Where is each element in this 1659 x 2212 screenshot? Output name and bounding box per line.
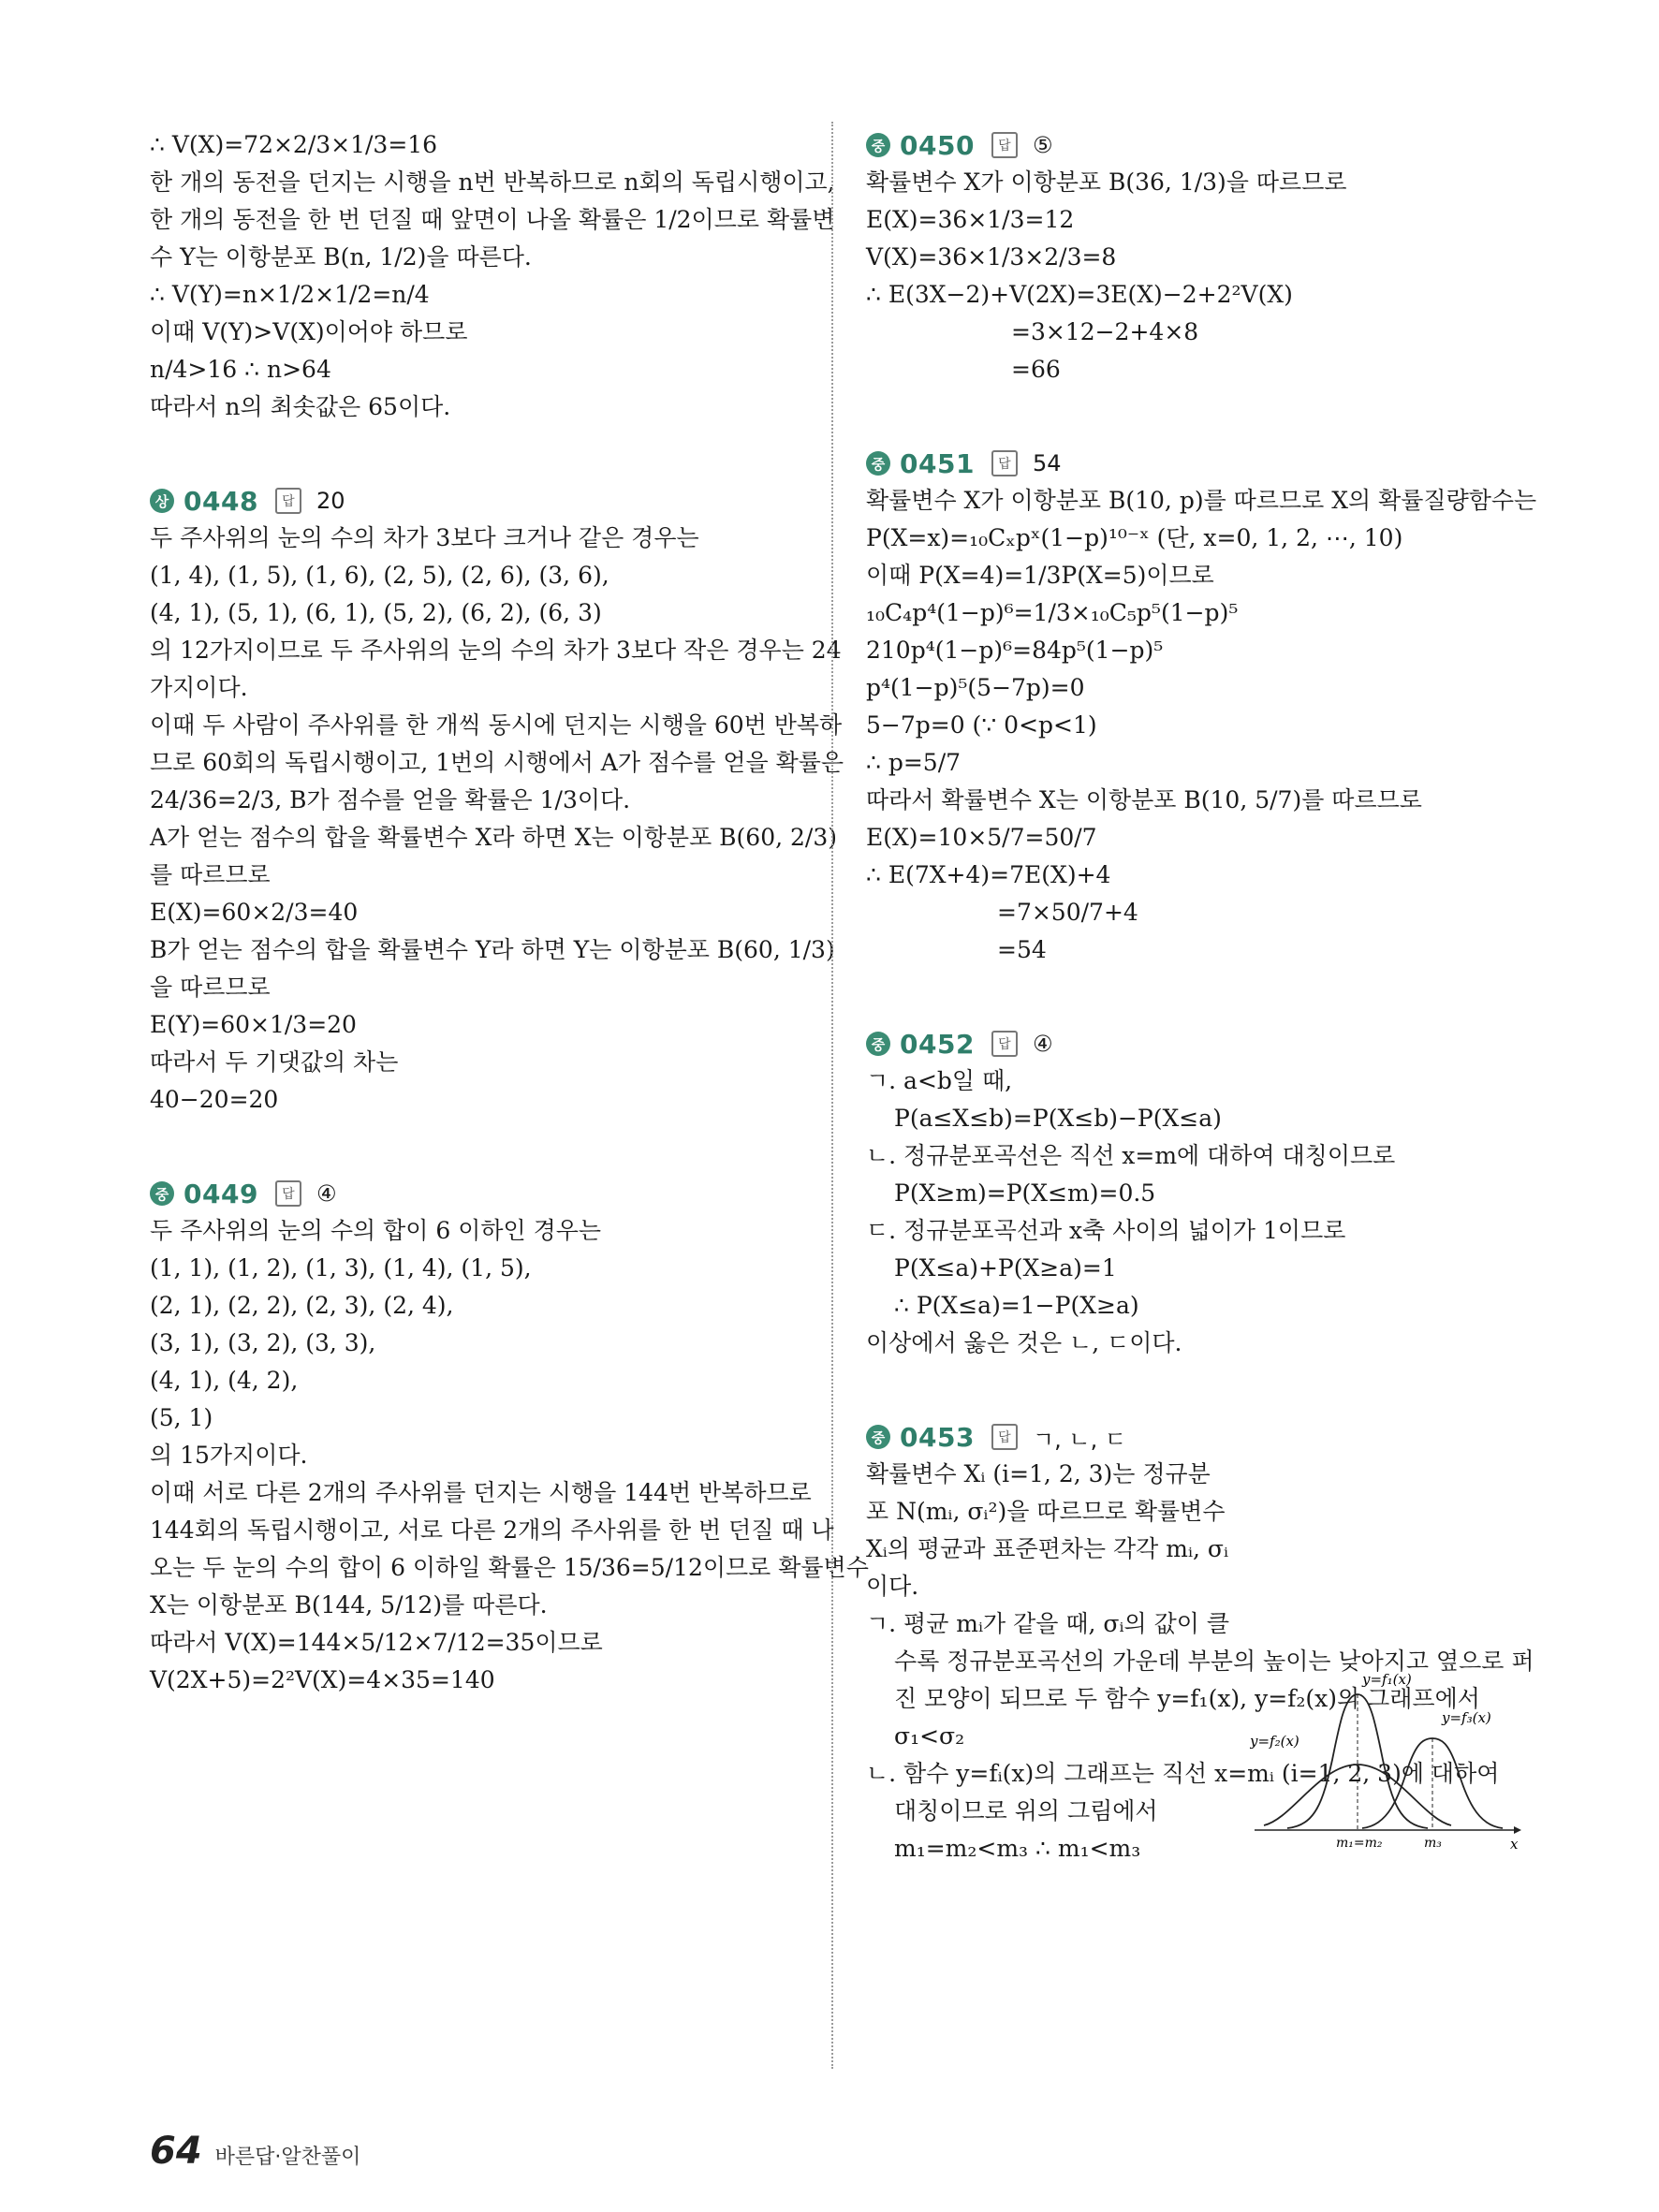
- solution-line: =3×12−2+4×8: [1011, 318, 1199, 345]
- answer-value: ④: [316, 1180, 337, 1207]
- section-gap: [866, 388, 1521, 445]
- solution-line: =7×50/7+4: [997, 899, 1138, 926]
- solution-line: 따라서 n의 최솟값은 65이다.: [150, 393, 451, 420]
- solution-line: 포 N(mᵢ, σᵢ²)을 따르므로 확률변수: [866, 1498, 1226, 1525]
- problem-number: 0449: [184, 1178, 258, 1209]
- answer-value: 54: [1032, 450, 1062, 476]
- solution-line: X는 이항분포 B(144, 5/12)를 따른다.: [150, 1591, 548, 1619]
- solution-line: ₁₀C₄p⁴(1−p)⁶=1/3×₁₀C₅p⁵(1−p)⁵: [866, 599, 1239, 626]
- solution-line: (5, 1): [150, 1404, 213, 1431]
- solution-line: ∴ P(X≤a)=1−P(X≥a): [894, 1292, 1139, 1319]
- solution-line: 므로 60회의 독립시행이고, 1번의 시행에서 A가 점수를 얻을 확률은: [150, 749, 844, 776]
- solution-line: 를 따르므로: [150, 861, 271, 888]
- solution-line: 의 12가지이므로 두 주사위의 눈의 수의 차가 3보다 작은 경우는 24: [150, 637, 842, 664]
- solution-line: 5−7p=0 (∵ 0<p<1): [866, 711, 1097, 739]
- difficulty-badge: 중: [866, 451, 890, 476]
- solution-line: 두 주사위의 눈의 수의 차가 3보다 크거나 같은 경우는: [150, 524, 699, 551]
- solution-line: 144회의 독립시행이고, 서로 다른 2개의 주사위를 한 번 던질 때 나: [150, 1516, 834, 1544]
- solution-line: P(X=x)=₁₀Cₓpˣ(1−p)¹⁰⁻ˣ (단, x=0, 1, 2, ⋯, 10): [866, 524, 1403, 551]
- solution-line: (4, 1), (4, 2),: [150, 1367, 299, 1394]
- answer-mark-icon: 답: [991, 1424, 1018, 1450]
- solution-line: ㄷ. 정규분포곡선과 x축 사이의 넓이가 1이므로: [866, 1217, 1346, 1244]
- solution-line: 두 주사위의 눈의 수의 합이 6 이하인 경우는: [150, 1217, 602, 1244]
- answer-value: 20: [316, 488, 345, 514]
- solution-line: V(2X+5)=2²V(X)=4×35=140: [150, 1666, 495, 1693]
- solution-line: ∴ E(7X+4)=7E(X)+4: [866, 861, 1111, 888]
- solution-line: 따라서 V(X)=144×5/12×7/12=35이므로: [150, 1629, 603, 1656]
- answer-value: ㄱ, ㄴ, ㄷ: [1032, 1426, 1127, 1453]
- label-f2: y=f₂(x): [1250, 1733, 1299, 1750]
- section-gap: [866, 1362, 1521, 1418]
- solution-line: E(Y)=60×1/3=20: [150, 1011, 357, 1038]
- label-f1: y=f₁(x): [1362, 1671, 1412, 1688]
- solution-line: n/4>16 ∴ n>64: [150, 356, 331, 383]
- solution-line: 210p⁴(1−p)⁶=84p⁵(1−p)⁵: [866, 637, 1164, 664]
- answer-mark-icon: 답: [275, 488, 301, 514]
- problem-number: 0453: [900, 1421, 975, 1453]
- solution-line: A가 얻는 점수의 합을 확률변수 X라 하면 X는 이항분포 B(60, 2/3): [150, 824, 837, 851]
- solution-line: σ₁<σ₂: [894, 1722, 965, 1750]
- solution-line: ㄴ. 함수 y=fᵢ(x)의 그래프는 직선 x=mᵢ (i=1, 2, 3)에 대하여: [866, 1760, 1500, 1787]
- normal-curves-figure: [1250, 1671, 1521, 1853]
- solution-line: 대칭이므로 위의 그림에서: [894, 1797, 1158, 1824]
- column-divider: [831, 122, 833, 2069]
- solution-line: 40−20=20: [150, 1086, 279, 1113]
- problem-header: [866, 1025, 1521, 1062]
- book-title: 바른답·알찬풀이: [214, 2146, 361, 2169]
- solution-line: E(X)=36×1/3=12: [866, 206, 1075, 233]
- difficulty-badge: 중: [866, 1032, 890, 1056]
- section-gap: [150, 426, 805, 482]
- answer-mark-icon: 답: [275, 1180, 301, 1207]
- solution-line: E(X)=10×5/7=50/7: [866, 824, 1097, 851]
- solution-line: P(X≥m)=P(X≤m)=0.5: [894, 1179, 1156, 1207]
- solution-line: 오는 두 눈의 수의 합이 6 이하일 확률은 15/36=5/12이므로 확률변수: [150, 1554, 869, 1581]
- solution-line: 확률변수 X가 이항분포 B(10, p)를 따르므로 X의 확률질량함수는: [866, 487, 1537, 514]
- solution-line: =66: [1011, 356, 1061, 383]
- problem-header: [150, 482, 805, 520]
- solution-line: (1, 4), (1, 5), (1, 6), (2, 5), (2, 6), (3, 6),: [150, 562, 609, 589]
- solution-line: Xᵢ의 평균과 표준편차는 각각 mᵢ, σᵢ: [866, 1535, 1228, 1562]
- solution-line: ㄱ. a<b일 때,: [866, 1067, 1013, 1094]
- solution-line: m₁=m₂<m₃ ∴ m₁<m₃: [894, 1835, 1141, 1862]
- solution-line: p⁴(1−p)⁵(5−7p)=0: [866, 674, 1085, 701]
- solution-line: (1, 1), (1, 2), (1, 3), (1, 4), (1, 5),: [150, 1254, 532, 1282]
- page-number: 64: [150, 2130, 202, 2173]
- difficulty-badge: 중: [866, 133, 890, 157]
- solution-line: 따라서 확률변수 X는 이항분포 B(10, 5/7)를 따르므로: [866, 786, 1422, 813]
- solution-line: P(a≤X≤b)=P(X≤b)−P(X≤a): [894, 1105, 1222, 1132]
- solution-line: ∴ E(3X−2)+V(2X)=3E(X)−2+2²V(X): [866, 281, 1293, 308]
- solution-line: 수록 정규분포곡선의 가운데 부분의 높이는 낮아지고 옆으로 퍼: [894, 1648, 1534, 1675]
- problem-header: [866, 445, 1521, 482]
- solution-line: 이상에서 옳은 것은 ㄴ, ㄷ이다.: [866, 1329, 1182, 1356]
- answer-value: ④: [1032, 1031, 1053, 1057]
- answer-value: ⑤: [1032, 132, 1053, 158]
- solution-line: 이다.: [866, 1573, 919, 1600]
- problem-number: 0448: [184, 485, 258, 517]
- answer-mark-icon: 답: [991, 1031, 1018, 1057]
- problem-number: 0452: [900, 1028, 975, 1060]
- solution-line: ㄴ. 정규분포곡선은 직선 x=m에 대하여 대칭이므로: [866, 1142, 1396, 1169]
- solution-line: 이때 V(Y)>V(X)이어야 하므로: [150, 318, 468, 345]
- answer-mark-icon: 답: [991, 132, 1018, 158]
- solution-line: 수 Y는 이항분포 B(n, 1/2)을 따른다.: [150, 243, 532, 271]
- page-footer: [150, 2130, 360, 2173]
- solution-line: B가 얻는 점수의 합을 확률변수 Y라 하면 Y는 이항분포 B(60, 1/3): [150, 936, 835, 963]
- solution-line: E(X)=60×2/3=40: [150, 899, 359, 926]
- right-column: [866, 126, 1537, 1868]
- solution-line: =54: [997, 936, 1047, 963]
- solution-line: ㄱ. 평균 mᵢ가 같을 때, σᵢ의 값이 클: [866, 1610, 1230, 1637]
- difficulty-badge: 중: [866, 1425, 890, 1449]
- solution-line: 이때 서로 다른 2개의 주사위를 던지는 시행을 144번 반복하므로: [150, 1479, 812, 1506]
- solution-line: 24/36=2/3, B가 점수를 얻을 확률은 1/3이다.: [150, 786, 631, 813]
- difficulty-badge: 중: [150, 1181, 174, 1206]
- solution-line: 확률변수 Xᵢ (i=1, 2, 3)는 정규분: [866, 1460, 1211, 1487]
- solution-line: 따라서 두 기댓값의 차는: [150, 1048, 399, 1076]
- solution-line: (2, 1), (2, 2), (2, 3), (2, 4),: [150, 1292, 454, 1319]
- problem-header: [866, 126, 1521, 164]
- label-x: x: [1510, 1836, 1519, 1853]
- solution-line: 이때 두 사람이 주사위를 한 개씩 동시에 던지는 시행을 60번 반복하: [150, 711, 843, 739]
- solution-line: ∴ p=5/7: [866, 749, 962, 776]
- label-m12: m₁=m₂: [1336, 1836, 1383, 1851]
- problem-number: 0451: [900, 447, 975, 479]
- section-gap: [150, 1119, 805, 1175]
- answer-mark-icon: 답: [991, 450, 1018, 476]
- section-gap: [866, 969, 1521, 1025]
- solution-line: 진 모양이 되므로 두 함수 y=f₁(x), y=f₂(x)의 그래프에서: [894, 1685, 1480, 1712]
- solution-line: (3, 1), (3, 2), (3, 3),: [150, 1329, 376, 1356]
- solution-line: 가지이다.: [150, 674, 248, 701]
- problem-number: 0450: [900, 129, 975, 161]
- problem-header: [150, 1175, 805, 1212]
- solution-line: 의 15가지이다.: [150, 1442, 308, 1469]
- difficulty-badge: 상: [150, 489, 174, 513]
- label-f3: y=f₃(x): [1442, 1709, 1491, 1726]
- solution-line: 을 따르므로: [150, 974, 271, 1001]
- label-m3: m₃: [1424, 1836, 1442, 1851]
- solution-line: ∴ V(X)=72×2/3×1/3=16: [150, 131, 438, 158]
- solution-line: ∴ V(Y)=n×1/2×1/2=n/4: [150, 281, 430, 308]
- solution-line: 확률변수 X가 이항분포 B(36, 1/3)을 따르므로: [866, 168, 1347, 196]
- solution-line: 이때 P(X=4)=1/3P(X=5)이므로: [866, 562, 1214, 589]
- solution-line: 한 개의 동전을 던지는 시행을 n번 반복하므로 n회의 독립시행이고,: [150, 168, 835, 196]
- solution-line: (4, 1), (5, 1), (6, 1), (5, 2), (6, 2), (6, 3): [150, 599, 602, 626]
- solution-line: P(X≤a)+P(X≥a)=1: [894, 1254, 1117, 1282]
- solution-line: 한 개의 동전을 한 번 던질 때 앞면이 나올 확률은 1/2이므로 확률변: [150, 206, 835, 233]
- solution-line: V(X)=36×1/3×2/3=8: [866, 243, 1117, 271]
- left-column: [150, 126, 869, 1699]
- problem-header: [866, 1418, 1521, 1456]
